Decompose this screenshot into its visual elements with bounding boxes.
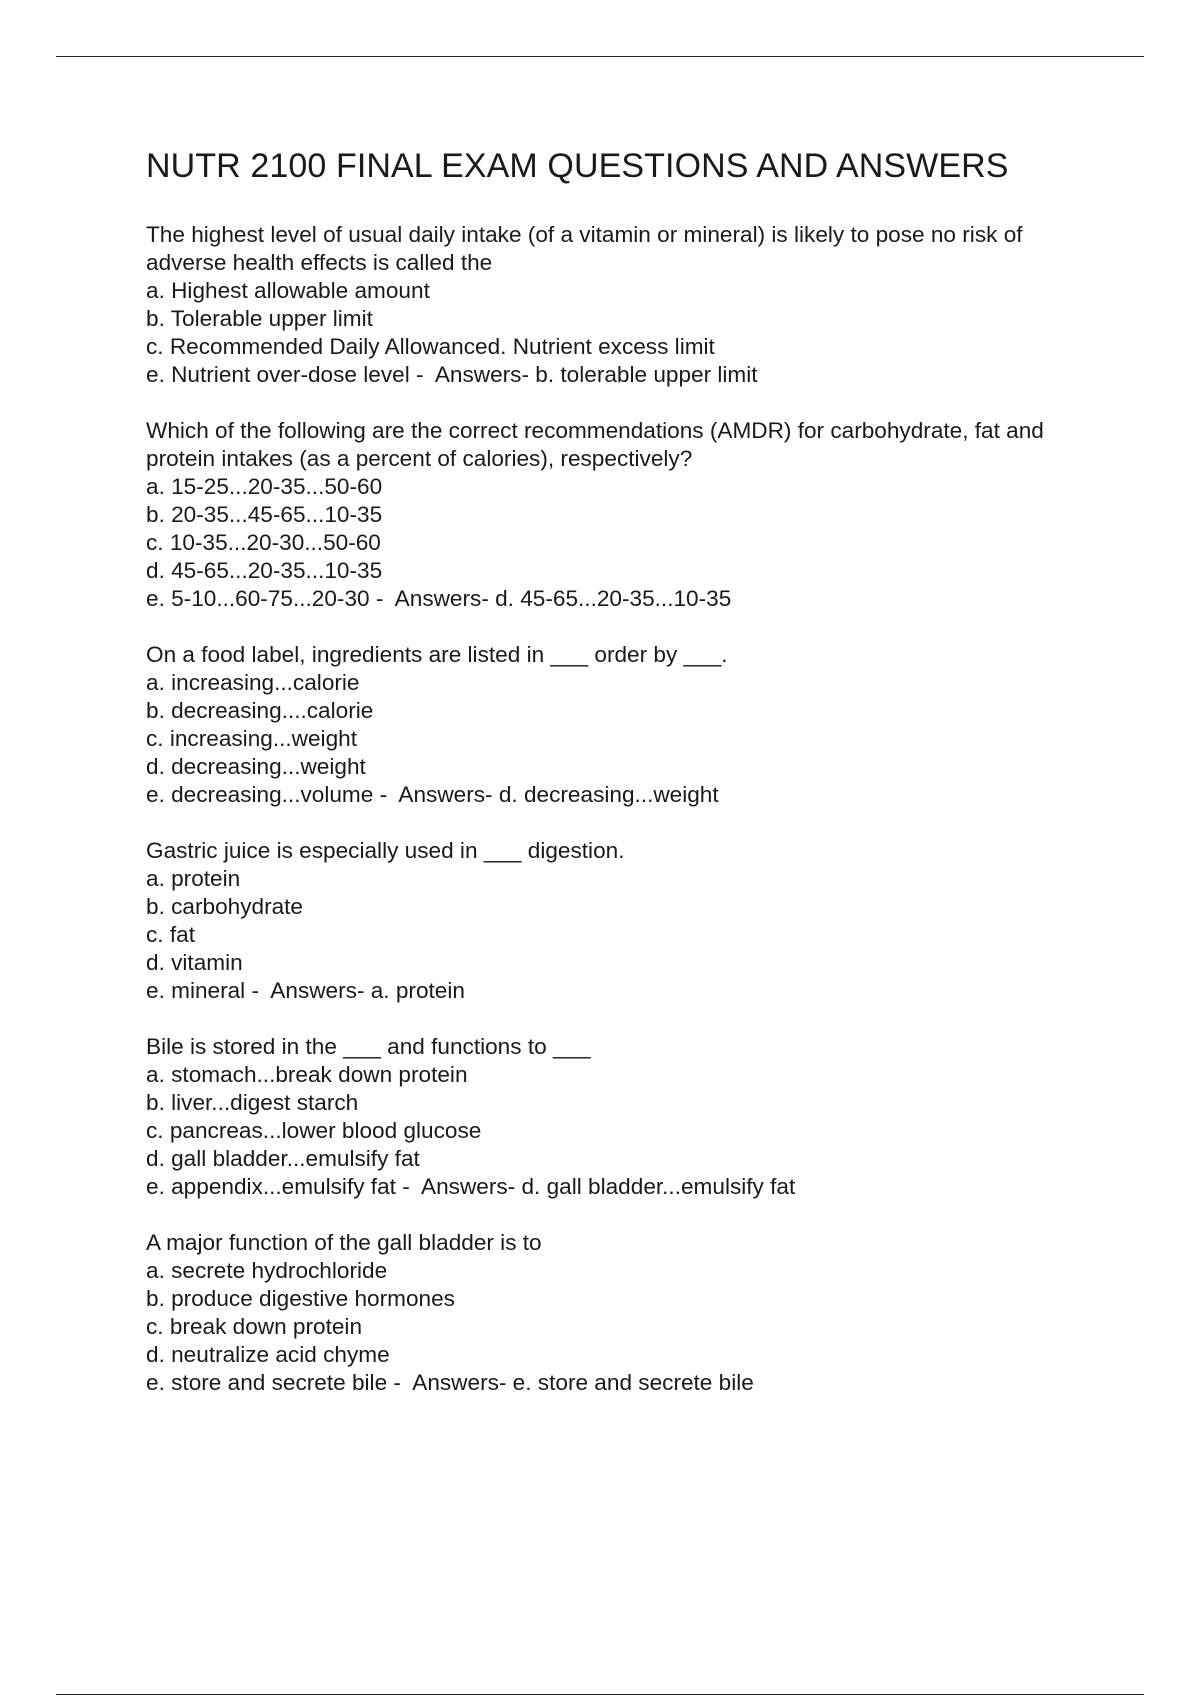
option-e-answer: e. mineral - Answers- a. protein <box>146 978 465 1003</box>
option-e-answer: e. Nutrient over-dose level - Answers- b. tolerable upper limit <box>146 362 758 387</box>
option-d: d. vitamin <box>146 950 243 975</box>
option-b: b. liver...digest starch <box>146 1090 359 1115</box>
option-b: b. carbohydrate <box>146 894 303 919</box>
option-a: a. stomach...break down protein <box>146 1062 468 1087</box>
document-body <box>146 142 1096 1425</box>
option-e-answer: e. appendix...emulsify fat - Answers- d. gall bladder...emulsify fat <box>146 1174 796 1199</box>
question-text: On a food label, ingredients are listed in ___ order by ___. <box>146 642 728 667</box>
question-text: Bile is stored in the ___ and functions to ___ <box>146 1034 591 1059</box>
option-d: d. neutralize acid chyme <box>146 1342 390 1367</box>
question-text: Gastric juice is especially used in ___ digestion. <box>146 838 625 863</box>
option-a: a. increasing...calorie <box>146 670 360 695</box>
option-b: b. Tolerable upper limit <box>146 306 373 331</box>
option-b: b. produce digestive hormones <box>146 1286 455 1311</box>
option-d: d. 45-65...20-35...10-35 <box>146 558 383 583</box>
question-5 <box>146 1033 1096 1201</box>
option-c: c. break down protein <box>146 1314 363 1339</box>
question-text: Which of the following are the correct recommendations (AMDR) for carbohydrate, fat and protein intakes (as a percent of calories), respectively? <box>146 418 1051 471</box>
option-a: a. Highest allowable amount <box>146 278 430 303</box>
question-text: A major function of the gall bladder is to <box>146 1230 542 1255</box>
question-6 <box>146 1229 1096 1397</box>
option-b: b. 20-35...45-65...10-35 <box>146 502 383 527</box>
option-c: c. pancreas...lower blood glucose <box>146 1118 482 1143</box>
question-1 <box>146 221 1096 389</box>
option-c: c. Recommended Daily Allowanced. Nutrient excess limit <box>146 334 715 359</box>
top-rule <box>56 56 1144 57</box>
option-a: a. protein <box>146 866 241 891</box>
question-2 <box>146 417 1096 613</box>
option-c: c. fat <box>146 922 195 947</box>
option-e-answer: e. 5-10...60-75...20-30 - Answers- d. 45-65...20-35...10-35 <box>146 586 732 611</box>
question-4 <box>146 837 1096 1005</box>
option-b: b. decreasing....calorie <box>146 698 374 723</box>
bottom-rule <box>56 1694 1144 1695</box>
option-a: a. secrete hydrochloride <box>146 1258 388 1283</box>
option-c: c. 10-35...20-30...50-60 <box>146 530 381 555</box>
option-a: a. 15-25...20-35...50-60 <box>146 474 383 499</box>
option-d: d. decreasing...weight <box>146 754 366 779</box>
question-3 <box>146 641 1096 809</box>
option-d: d. gall bladder...emulsify fat <box>146 1146 420 1171</box>
option-e-answer: e. decreasing...volume - Answers- d. decreasing...weight <box>146 782 719 807</box>
question-text: The highest level of usual daily intake (of a vitamin or mineral) is likely to pose no risk of adverse health effects is called the <box>146 222 1029 275</box>
page-title: NUTR 2100 FINAL EXAM QUESTIONS AND ANSWERS <box>146 147 1009 185</box>
option-e-answer: e. store and secrete bile - Answers- e. store and secrete bile <box>146 1370 754 1395</box>
option-c: c. increasing...weight <box>146 726 357 751</box>
